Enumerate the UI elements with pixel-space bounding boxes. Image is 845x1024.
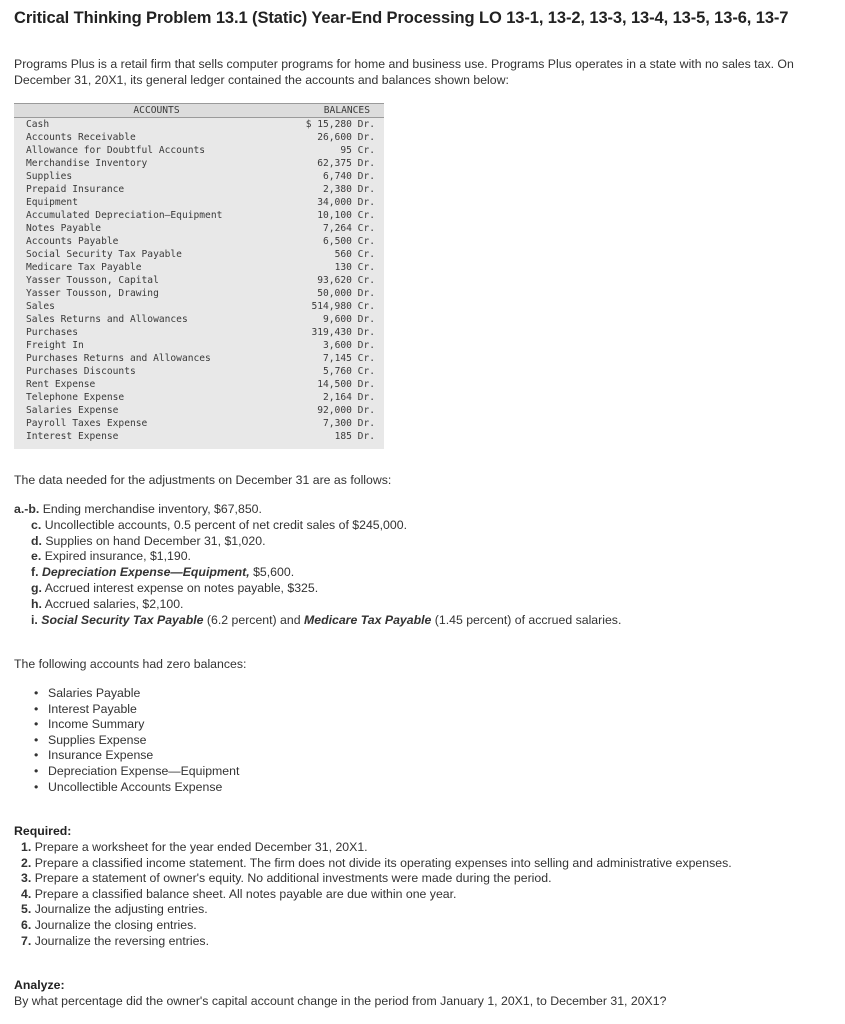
account-name: Purchases Discounts — [26, 366, 136, 377]
adjustment-label: a.-b. — [14, 502, 40, 516]
adjustments-list — [14, 502, 834, 628]
ledger-row — [14, 378, 384, 391]
ledger-row — [14, 430, 384, 443]
account-name: Cash — [26, 119, 50, 130]
required-text: Prepare a classified balance sheet. All notes payable are due within one year. — [34, 886, 457, 901]
account-balance: 62,375 Dr. — [317, 158, 375, 169]
required-number: 1. — [21, 840, 32, 854]
zero-balance-item: • Salaries Payable — [34, 686, 239, 702]
ledger-row — [14, 300, 384, 313]
account-name: Social Security Tax Payable — [26, 249, 182, 260]
account-balance: 92,000 Dr. — [317, 405, 375, 416]
account-name: Yasser Tousson, Drawing — [26, 288, 159, 299]
required-number: 2. — [21, 855, 32, 870]
account-name: Medicare Tax Payable — [26, 262, 142, 273]
account-name: Notes Payable — [26, 223, 102, 234]
adjustment-account-name: Medicare Tax Payable — [303, 612, 432, 627]
adjustment-text: Accrued salaries, $2,100. — [44, 596, 184, 611]
accounts-column-header: ACCOUNTS — [133, 105, 180, 116]
zero-balance-item: • Income Summary — [34, 717, 239, 733]
account-name: Equipment — [26, 197, 78, 208]
account-balance: 560 Cr. — [334, 249, 375, 260]
account-name: Purchases Returns and Allowances — [26, 353, 211, 364]
adjustment-label: f. — [31, 565, 39, 580]
adjustment-text: $5,600. — [249, 565, 295, 580]
ledger-row — [14, 157, 384, 170]
required-item — [21, 887, 732, 903]
ledger-header — [14, 103, 384, 118]
account-name: Rent Expense — [26, 379, 96, 390]
required-list — [21, 840, 732, 949]
required-text: Prepare a worksheet for the year ended December 31, 20X1. — [34, 840, 368, 854]
account-balance: 9,600 Dr. — [323, 314, 375, 325]
account-name: Yasser Tousson, Capital — [26, 275, 159, 286]
ledger-row — [14, 248, 384, 261]
account-balance: 34,000 Dr. — [317, 197, 375, 208]
balances-column-header: BALANCES — [323, 105, 370, 116]
account-name: Salaries Expense — [26, 405, 119, 416]
ledger-row — [14, 235, 384, 248]
account-name: Merchandise Inventory — [26, 158, 148, 169]
adjustment-text: Ending merchandise inventory, $67,850. — [42, 502, 262, 516]
required-text: Journalize the reversing entries. — [34, 933, 209, 948]
ledger-row — [14, 287, 384, 300]
account-name: Telephone Expense — [26, 392, 125, 403]
adjustment-text: (1.45 percent) of accrued salaries. — [431, 612, 622, 627]
intro-paragraph: Programs Plus is a retail firm that sells computer programs for home and business use. Programs Plus operates in a state with no sales tax. On December 31, 20X1, its general ledger contained the accounts and balances shown below: — [14, 57, 794, 87]
required-item — [21, 856, 732, 872]
account-balance: 10,100 Cr. — [317, 210, 375, 221]
ledger-row — [14, 183, 384, 196]
adjustment-text: (6.2 percent) and — [203, 612, 304, 627]
account-balance: 7,264 Cr. — [323, 223, 375, 234]
ledger-row — [14, 352, 384, 365]
analyze-heading: Analyze: — [14, 978, 65, 992]
ledger-table — [14, 103, 384, 449]
account-name: Payroll Taxes Expense — [26, 418, 148, 429]
ledger-row — [14, 274, 384, 287]
account-balance: 6,740 Dr. — [323, 171, 375, 182]
adjustment-text: Uncollectible accounts, 0.5 percent of net credit sales of $245,000. — [44, 517, 407, 532]
account-name: Accounts Receivable — [26, 132, 136, 143]
required-item — [21, 902, 732, 918]
adjustment-label: c. — [31, 517, 42, 532]
account-balance: 7,145 Cr. — [323, 353, 375, 364]
account-balance: 7,300 Dr. — [323, 418, 375, 429]
ledger-row — [14, 118, 384, 131]
account-name: Supplies — [26, 171, 73, 182]
adjustment-account-name: Depreciation Expense—Equipment, — [41, 565, 250, 580]
adjustment-label: h. — [31, 596, 42, 611]
ledger-row — [14, 404, 384, 417]
required-number: 3. — [21, 871, 32, 886]
zero-balance-item: • Insurance Expense — [34, 748, 239, 764]
account-balance: 26,600 Dr. — [317, 132, 375, 143]
required-number: 7. — [21, 933, 32, 948]
ledger-row — [14, 170, 384, 183]
account-balance: 2,380 Dr. — [323, 184, 375, 195]
account-balance: 50,000 Dr. — [317, 288, 375, 299]
adjustment-account-name: Social Security Tax Payable — [41, 612, 204, 627]
adjustment-item — [14, 597, 834, 613]
required-number: 6. — [21, 917, 32, 932]
ledger-row — [14, 196, 384, 209]
adjustment-item — [14, 534, 834, 550]
problem-title: Critical Thinking Problem 13.1 (Static) Year-End Processing LO 13-1, 13-2, 13-3, 13-4, 13-5, 13-6, 13-7 — [14, 9, 789, 27]
account-balance: 14,500 Dr. — [317, 379, 375, 390]
adjustment-label: e. — [31, 549, 42, 564]
ledger-row — [14, 417, 384, 430]
adjustment-text: Supplies on hand December 31, $1,020. — [45, 533, 266, 548]
ledger-row — [14, 131, 384, 144]
adjustment-item — [14, 581, 834, 597]
account-balance: 93,620 Cr. — [317, 275, 375, 286]
account-balance: 130 Cr. — [334, 262, 375, 273]
account-name: Prepaid Insurance — [26, 184, 125, 195]
adjustment-text: Accrued interest expense on notes payable, $325. — [44, 580, 319, 595]
adjustment-label: i. — [31, 612, 38, 627]
required-number: 4. — [21, 886, 32, 901]
required-heading: Required: — [14, 824, 72, 838]
account-name: Freight In — [26, 340, 84, 351]
account-name: Interest Expense — [26, 431, 119, 442]
account-balance: 3,600 Dr. — [323, 340, 375, 351]
ledger-row — [14, 222, 384, 235]
zero-balance-intro: The following accounts had zero balances: — [14, 657, 247, 671]
zero-balance-item: • Uncollectible Accounts Expense — [34, 780, 239, 796]
adjustment-item — [14, 565, 834, 581]
account-name: Sales — [26, 301, 55, 312]
account-balance: 2,164 Dr. — [323, 392, 375, 403]
account-balance: 6,500 Cr. — [323, 236, 375, 247]
adjustment-item — [14, 549, 834, 565]
zero-balance-list — [34, 686, 239, 795]
account-name: Allowance for Doubtful Accounts — [26, 145, 206, 156]
account-balance: 95 Cr. — [340, 145, 375, 156]
required-item — [21, 918, 732, 934]
account-balance: 319,430 Dr. — [311, 327, 375, 338]
ledger-row — [14, 209, 384, 222]
zero-balance-item: • Interest Payable — [34, 702, 239, 718]
adjustment-item — [14, 613, 834, 629]
ledger-row — [14, 339, 384, 352]
account-balance: 185 Dr. — [334, 431, 375, 442]
adjustment-item — [14, 502, 834, 518]
zero-balance-item: • Supplies Expense — [34, 733, 239, 749]
account-name: Accounts Payable — [26, 236, 119, 247]
required-text: Prepare a classified income statement. The firm does not divide its operating expenses into selling and administrative expenses. — [34, 855, 732, 870]
required-text: Journalize the closing entries. — [34, 917, 197, 932]
account-name: Purchases — [26, 327, 78, 338]
required-number: 5. — [21, 902, 32, 917]
ledger-rows — [14, 118, 384, 443]
account-balance: 5,760 Cr. — [323, 366, 375, 377]
adjustment-item — [14, 518, 834, 534]
required-text: Prepare a statement of owner's equity. No additional investments were made during the period. — [34, 871, 552, 886]
adjustment-text: Expired insurance, $1,190. — [44, 549, 191, 564]
ledger-row — [14, 391, 384, 404]
adjustments-intro: The data needed for the adjustments on December 31 are as follows: — [14, 473, 392, 487]
required-text: Journalize the adjusting entries. — [34, 902, 208, 917]
required-item — [21, 871, 732, 887]
adjustment-label: d. — [31, 533, 42, 548]
account-name: Sales Returns and Allowances — [26, 314, 188, 325]
account-balance: 514,980 Cr. — [311, 301, 375, 312]
adjustment-label: g. — [31, 580, 42, 595]
ledger-row — [14, 261, 384, 274]
ledger-row — [14, 326, 384, 339]
zero-balance-item: • Depreciation Expense—Equipment — [34, 764, 239, 780]
required-item — [21, 934, 732, 950]
ledger-row — [14, 144, 384, 157]
ledger-row — [14, 313, 384, 326]
account-name: Accumulated Depreciation–Equipment — [26, 210, 223, 221]
account-balance: $ 15,280 Dr. — [305, 119, 375, 130]
required-item — [21, 840, 732, 856]
ledger-row — [14, 365, 384, 378]
analyze-question: By what percentage did the owner's capital account change in the period from January 1, 20X1, to December 31, 20X1? — [14, 994, 667, 1008]
